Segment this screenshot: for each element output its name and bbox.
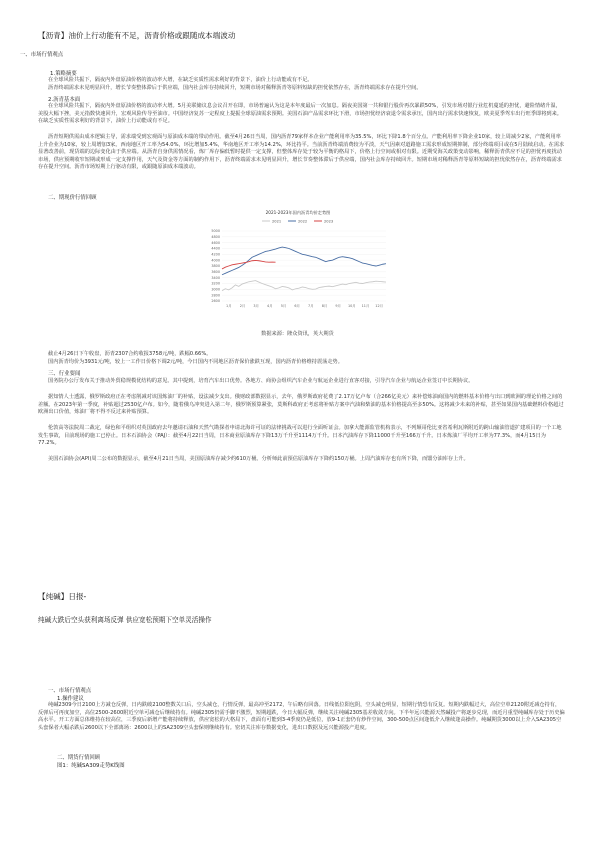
x-tick-label: 7月 [308,304,314,308]
doc1-p9: 美国石油协会(API)周二公布的数据显示，截至4月21日当周，美国原油库存减少约610万桶。分析师此前预估原油库存下降约150万桶。上周汽油库存也有所下降，而馏分油库存上升。 [48,456,469,462]
x-tick-label: 9月 [335,304,341,308]
x-tick-label: 10月 [347,304,356,308]
doc2-subtitle: 纯碱大跌后空头获利离场反弹 供应宽松预期下空单灵活操作 [38,616,212,624]
doc1-p6: 国务院办公厅发布关于推动外贸稳规模优结构的意见。其中提到，培育汽车出口优势。各地方、商协会组织汽车企业与航运企业进行直客对接，引导汽车企业与航运企业签订中长期协议。 [48,378,474,384]
chart-y-ticks [211,229,220,303]
doc1-section-3: 三、行业要闻 [48,371,81,377]
y-tick-label: 3000 [211,287,220,292]
x-tick-label: 2月 [239,304,246,308]
chart-title: 2021-2023年国内沥青均价走势图 [265,210,331,215]
y-tick-label: 3400 [211,275,220,280]
doc1-p7: 据知情人士透露，俄罗斯政府正在考虑削减对该国炼油厂的补贴，设法减少支出。俄财政部数据显示，去年，俄罗斯政府花费了2.17万亿卢布（合266亿美元）来补偿炼油商国内的燃料基本价格与出口到欧洲的理论价格之间的差额。在2023年第一季度，补贴超过2530亿卢布。如今，随着俄乌冲突进入第二年，俄罗斯预算紧张，莫斯科政府正考虑将补贴方案中汽油和柴油的基本价格提高至多50%。这将减少未来的补贴，甚至如果国内基础燃料价格超过欧洲出口价值，炼油厂将不得不反过来补贴预算。 [38,394,564,416]
doc1-p8: 伦敦高等法院周二裁定，绿色和平组织对英国政府去年邀请石油和天然气勘探者申请北海许可证的法律挑战可以进行全面听证会。加拿大能源监管机构表示，不列颠哥伦比亚省希利瓦斯附近的跨山输油管道扩建项目的一个工地发生事故，目前现场的施工已停止。日本石油协会（PAJ）：截至4月22日当周，日本商业原油库存下降13万千升至1114万千升。日本汽油库存下降11000千升至166万千升。日本炼油厂平均开工率为77.3%，而4月15日为77.2%。 [38,425,562,447]
chart-series [222,247,386,291]
chart-legend [262,219,333,223]
doc1-p1: 在全球风险共振下，隔夜内外盘原油价格的波动率大增，在缺乏实质性需求利好的背景下，油价上行动能或有不足。 [48,77,313,83]
price-chart-svg [200,205,396,317]
doc2-sub-1: 1.操作建议 [57,696,84,702]
doc1-section-2: 二、期现价行情回顾 [48,195,97,201]
y-tick-label: 4400 [211,246,220,251]
y-tick-label: 2800 [211,293,220,298]
doc1-section-1: 一、市场行情观点 [20,52,64,58]
x-tick-label: 8月 [321,304,328,308]
doc1-p4: 截止4月26日下午收盘，沥青2307合约收报3758元/吨，跌幅0.66%。 [48,351,212,357]
y-tick-label: 3200 [211,281,220,286]
legend-label-2023: 2023 [324,219,334,224]
doc1-sub-2: 2.沥青基本面 [48,97,81,103]
y-tick-label: 2600 [211,299,220,304]
doc1-p5: 国内沥青均价为3931元/吨，较上一工作日价格下调2元/吨，今日国内不同地区沥青保价涨跌互现，国内沥青价格维持震荡走势。 [48,359,343,365]
x-tick-label: 5月 [280,304,287,308]
y-tick-label: 3800 [211,264,220,269]
legend-label-2021: 2021 [272,219,282,224]
chart-gridlines [222,231,386,301]
series-line-2022 [222,247,386,275]
doc1-p3: 沥青短期供需由成本逻辑主导，需求端受到宏观面与原油成本端的带动作用。截至4月26日当周，国内沥青79家样本企业产能利用率为35.5%，环比下降1.8个百分点。产能利用率下降企业10家，较上周减少2家，产能利用率上升企业为10家，较上周增加3家。西南地区开工率为54.0%，环比增加5.4%，华南地区开工率为14.2%，环比持平。当前沥青终端消费较为平淡，天气因素对道路施工需求形成短期抑制，部分终端项目或在5月陆续启动。在需求显著改善前，现货端的边际变化由于供应端。从沥青自身供需情况看，炼厂库存偏低暂时提供一定支撑，但整体库存处于较为平衡的格局下，价格上行空间或相对有限。近期受海关政策变动影响，稀释沥青供应不足的担忧再度扰动市场，供应预期收窄短期或形成一定支撑作用，天气及资金等方面的制约作用下，沥青终端需求未见明显回升，增长节奏整体滞后于供应端，国内社会库存持续回升。短期市场对稀释沥青等原料短缺的担忧依然存在，沥青终端需求存在提升空间。沥青市场短期上行驱动有限，或跟随原油成本端波动。 [38,134,565,171]
doc2-section-2: 二、期货行情回顾 [57,755,101,761]
y-tick-label: 5000 [211,229,220,234]
doc2-title: 【纯碱】日报- [38,592,87,601]
x-tick-label: 6月 [294,304,300,308]
chart-caption: 数据来源：隆众资讯，英大期货 [261,331,334,337]
series-line-2023 [222,260,276,268]
legend-label-2022: 2022 [298,219,308,224]
doc1-title: 【沥青】油价上行动能有不足，沥青价格或跟随成本端波动 [38,31,236,40]
x-tick-label: 4月 [267,304,273,308]
doc1-p1b: 沥青终端需求未见明显回升，增长节奏整体滞后于供应端，国内社会库存持续回升，短期市场对稀释沥青等原料短缺的担忧依然存在，沥青终端需求存在提升空间。 [48,85,422,91]
doc2-figure-label: 图1：纯碱SA309走势K线图 [57,763,125,769]
doc2-p1: 纯碱2309今日2100上方减仓反弹，日内跌破2100整数关口后，空头减仓，行情反弹，最高冲至2172，午后略有回落。日线低位阳包阴，空头减仓明显，短期行情恐有反复。短期内跌幅过大，高位空单2120附近减仓持有，反弹后可再度加空，高位2500-2600附近空单可减仓后继续持有。纯碱2305仍需手脚不激烈，短期超跌，今日大幅反弹，继续关注纯碱2305基差收敛方向。下半年远兴能源天然碱投产将逐步兑现，而近月重型纯碱库存处于历史偏高水平。开工方面总体维持在较高位，三季度后新增产能将持续释放，供应宽松的大格局下，盘面有可能到3-4季度仍是低位，放9-1正套仍有炒作空间，300-500点区间逢低介入继续逢高操作。纯碱期货3000以上介入SA2305空头套保者大幅杀跌后2600以下全部离场：2600以上的SA2309空头套保则继续持有。密切关注库存数据变化，进出口数据及远兴能源投产进度。 [38,702,565,731]
price-chart [200,205,396,317]
x-tick-label: 3月 [253,304,259,308]
x-tick-label: 11月 [361,304,370,308]
y-tick-label: 4600 [211,240,220,245]
chart-x-ticks [226,303,383,308]
y-tick-label: 4800 [211,235,220,240]
doc1-sub-1: 1.策略摘要 [50,71,77,77]
y-tick-label: 4200 [211,252,220,257]
y-tick-label: 3600 [211,270,220,275]
doc1-p2: 在全球风险共振下，隔夜内外盘原油价格的波动率大增。5月美联储议息会议召开在即，市场普遍认为这是本年度最后一次加息。隔夜美国第一共和银行股价再次暴跌50%，引发市场对银行业危机蔓延的担忧，避险情绪升温，美股大幅下挫，美元指数快速回升，宏观风险传导至油市。中国经济复苏一定程度上提振全球原油需求预期。美国石油产品需求环比下滑，市场担忧经济衰退令需求承压，国内出行需求快速恢复，欧美夏季驾车出行旺季即将到来。在缺乏实质性需求利好的背景下，油价上行动能或有不足。 [38,103,562,125]
doc2-section-1: 一、市场行情观点 [48,688,92,694]
y-tick-label: 4000 [211,258,220,263]
x-tick-label: 1月 [226,304,232,308]
x-tick-label: 12月 [375,304,384,308]
